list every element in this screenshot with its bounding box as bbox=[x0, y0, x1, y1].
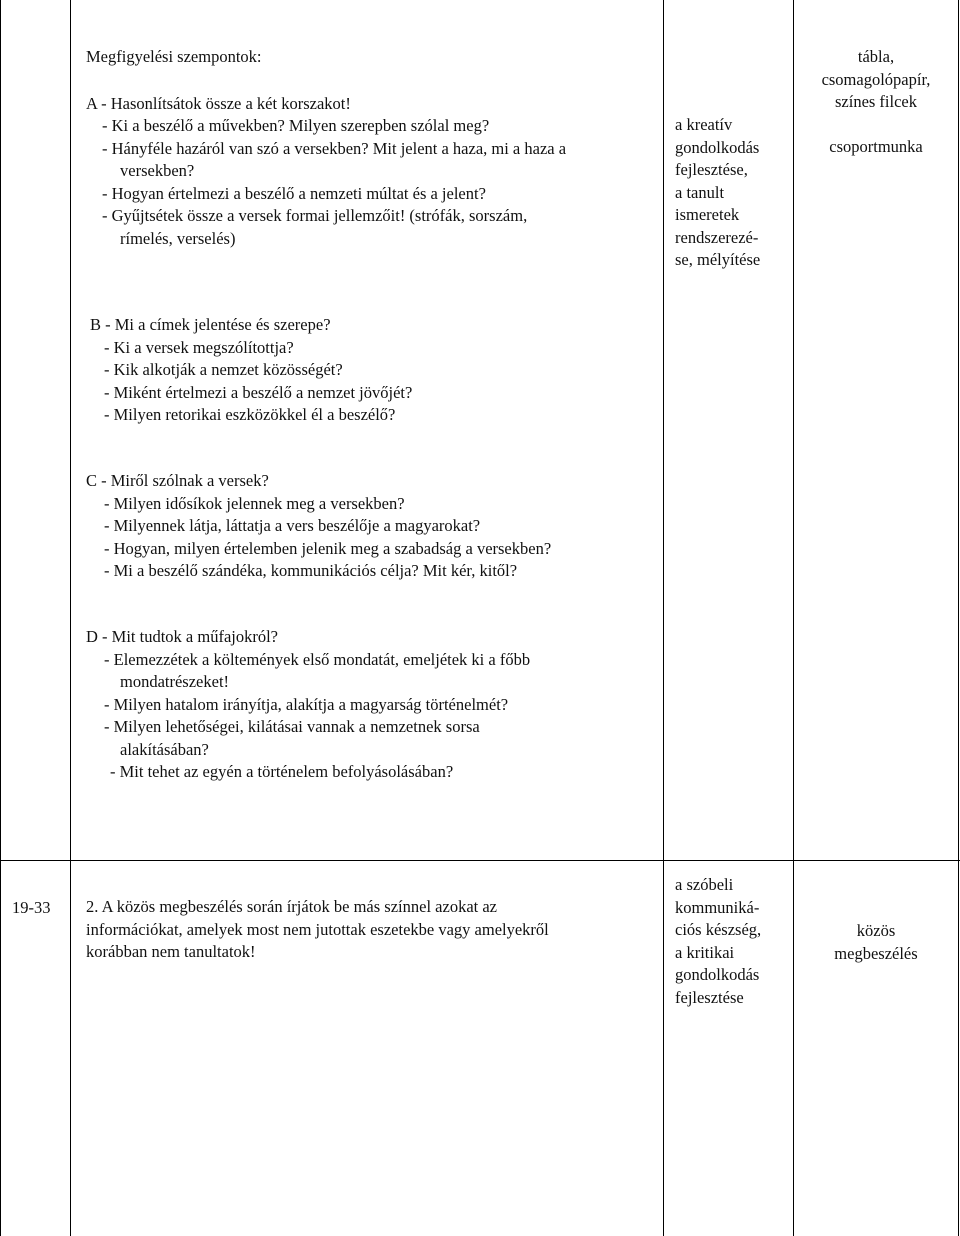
section-a-line: - Ki a beszélő a művekben? Milyen szerepben szólal meg? bbox=[102, 116, 490, 135]
goal-line: kommuniká- bbox=[675, 897, 760, 917]
section-a-line: - Hogyan értelmezi a beszélő a nemzeti múltat és a jelent? bbox=[102, 183, 486, 203]
task-line: 2. A közös megbeszélés során írjátok be más színnel azokat az bbox=[86, 897, 497, 916]
row2-time: 19-33 bbox=[12, 898, 51, 917]
section-a-line: A - Hasonlítsátok össze a két korszakot! bbox=[86, 93, 351, 113]
section-c-line: - Milyen idősíkok jelennek meg a versekben? bbox=[104, 493, 405, 513]
method-line: közös bbox=[856, 921, 896, 940]
goal-line: ciós készség, bbox=[675, 920, 762, 939]
section-c bbox=[86, 470, 551, 583]
row2-method bbox=[794, 920, 958, 965]
tools-line: tábla, bbox=[857, 47, 895, 66]
goal-line: gondolkodás bbox=[675, 137, 760, 157]
tools-line: színes filcek bbox=[834, 92, 917, 111]
goal-line: ismeretek bbox=[675, 205, 740, 224]
section-d-line: - Elemezzétek a költemények első mondatát, emeljétek ki a főbb bbox=[104, 649, 531, 669]
column-divider-goal bbox=[793, 0, 794, 1236]
column-divider-time bbox=[70, 0, 71, 1236]
goal-line: a tanult bbox=[675, 182, 725, 202]
section-b-line: B - Mi a címek jelentése és szerepe? bbox=[90, 315, 331, 334]
section-d-line: - Mit tehet az egyén a történelem befolyásolásában? bbox=[110, 762, 454, 781]
section-a-goal bbox=[675, 114, 760, 272]
section-a-line: - Hányféle hazáról van szó a versekben? Mit jelent a haza, mi a haza a bbox=[102, 138, 567, 158]
section-b bbox=[90, 314, 412, 427]
section-c-line: - Hogyan, milyen értelemben jelenik meg a szabadság a versekben? bbox=[104, 538, 552, 558]
goal-line: rendszerezé- bbox=[675, 227, 759, 247]
section-a-line: versekben? bbox=[120, 161, 195, 180]
goal-line: se, mélyítése bbox=[675, 250, 761, 269]
section-b-line: - Milyen retorikai eszközökkel él a beszélő? bbox=[104, 405, 396, 424]
section-d-line: mondatrészeket! bbox=[120, 672, 230, 691]
section-a-line: - Gyűjtsétek össze a versek formai jellemzőit! (strófák, sorszám, bbox=[102, 206, 528, 225]
table-border-left bbox=[0, 0, 1, 1236]
section-a bbox=[86, 46, 566, 250]
section-d-line: alakításában? bbox=[120, 739, 209, 759]
column-divider-task bbox=[663, 0, 664, 1236]
task-line: információkat, amelyek most nem jutottak eszetekbe vagy amelyekről bbox=[86, 919, 549, 939]
section-d bbox=[86, 626, 530, 784]
section-b-line: - Miként értelmezi a beszélő a nemzet jövőjét? bbox=[104, 382, 413, 402]
goal-line: fejlesztése, bbox=[675, 160, 748, 179]
section-a-method: csoportmunka bbox=[829, 136, 923, 156]
method-line: megbeszélés bbox=[834, 943, 918, 963]
goal-line: fejlesztése bbox=[675, 987, 744, 1007]
goal-line: gondolkodás bbox=[675, 965, 760, 984]
task-line: korábban nem tanultatok! bbox=[86, 942, 256, 961]
goal-line: a szóbeli bbox=[675, 875, 734, 894]
table-border-right bbox=[958, 0, 959, 1236]
section-b-line: - Kik alkotják a nemzet közösségét? bbox=[104, 360, 343, 379]
section-d-line: - Milyen hatalom irányítja, alakítja a magyarság történelmét? bbox=[104, 694, 509, 714]
goal-line: a kreatív bbox=[675, 115, 733, 134]
section-c-line: - Mi a beszélő szándéka, kommunikációs célja? Mit kér, kitől? bbox=[104, 561, 518, 580]
goal-line: a kritikai bbox=[675, 942, 735, 962]
section-c-line: - Milyennek látja, láttatja a vers beszélője a magyarokat? bbox=[104, 516, 481, 535]
section-d-line: D - Mit tudtok a műfajokról? bbox=[86, 627, 279, 646]
row2-task bbox=[86, 896, 549, 964]
section-a-tools bbox=[794, 46, 958, 158]
row2-goal bbox=[675, 874, 761, 1009]
section-a-line: rímelés, verselés) bbox=[120, 228, 236, 248]
section-d-line: - Milyen lehetőségei, kilátásai vannak a nemzetnek sorsa bbox=[104, 717, 480, 736]
tools-line: csomagolópapír, bbox=[821, 69, 931, 89]
row-divider bbox=[0, 860, 960, 861]
section-a-heading: Megfigyelési szempontok: bbox=[86, 47, 262, 66]
section-b-line: - Ki a versek megszólítottja? bbox=[104, 337, 294, 357]
section-c-line: C - Miről szólnak a versek? bbox=[86, 471, 269, 490]
